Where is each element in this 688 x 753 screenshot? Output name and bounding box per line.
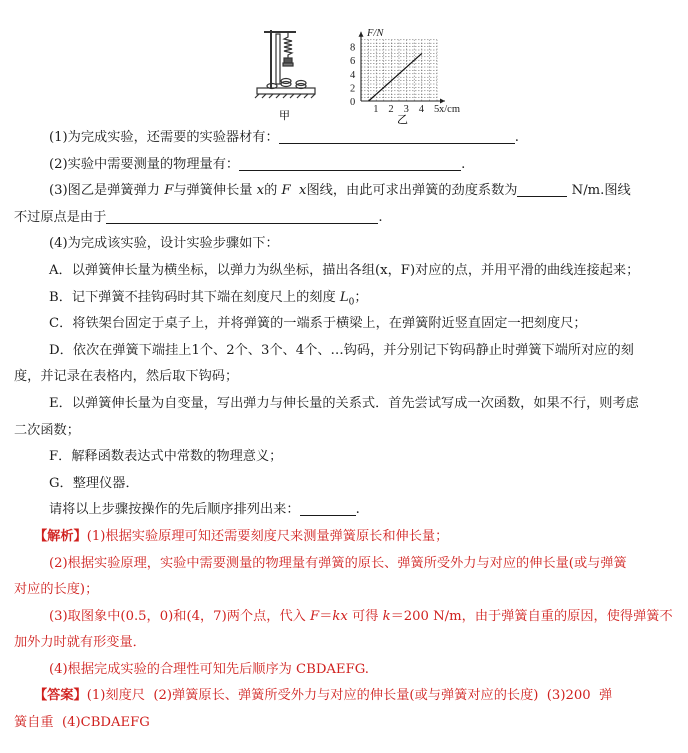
answer-line-1: 【答案】(1)刻度尺 (2)弹簧原长、弹簧所受外力与对应的伸长量(或与弹簧对应的长度) (3)200 弹 xyxy=(34,688,613,704)
question-3-line-2: 不过原点是由于 . xyxy=(14,209,383,225)
question-2: (2)实验中需要测量的物理量有： . xyxy=(49,156,466,172)
x-axis-arrow xyxy=(440,99,445,104)
x-tick-label: 2 xyxy=(388,104,394,115)
answer-tag: 【答案】 xyxy=(34,688,87,704)
step-e-line-1: E．以弹簧伸长量为自变量，写出弹力与伸长量的关系式．首先尝试写成一次函数，如果不行，则考虑 xyxy=(49,395,639,411)
order-question: 请将以上步骤按操作的先后顺序排列出来： . xyxy=(49,502,360,518)
y-tick-label: 4 xyxy=(350,69,356,81)
y-tick-label: 0 xyxy=(350,97,356,108)
question-4: (4)为完成该实验，设计实验步骤如下： xyxy=(49,236,279,252)
y-tick-label: 6 xyxy=(350,56,356,68)
y-tick-label: 8 xyxy=(350,42,356,54)
figure-right-caption: 乙 xyxy=(397,113,408,126)
x-tick-label: 5 xyxy=(434,104,440,115)
analysis-2-line-1: (2)根据实验原理，实验中需要测量的物理量有弹簧的原长、弹簧所受外力与对应的伸长量(或与弹簧 xyxy=(49,555,627,571)
step-a: A．以弹簧伸长量为横坐标，以弹力为纵坐标，描出各组(x，F)对应的点，并用平滑的曲线连接起来； xyxy=(49,262,640,278)
x-tick-label: 3 xyxy=(403,104,409,115)
analysis-3-line-2: 加外力时就有形变量． xyxy=(14,635,146,651)
analysis-1: 【解析】(1)根据实验原理可知还需要刻度尺来测量弹簧原长和伸长量； xyxy=(34,528,449,544)
answer-blank-5[interactable] xyxy=(300,501,356,516)
analysis-4: (4)根据完成实验的合理性可知先后顺序为 CBDAEFG. xyxy=(49,661,369,677)
question-1: (1)为完成实验，还需要的实验器材有： . xyxy=(49,130,519,145)
step-f: F．解释函数表达式中常数的物理意义； xyxy=(49,449,283,465)
question-body xyxy=(14,128,676,740)
y-tick-label: 2 xyxy=(350,83,356,95)
f-x-chart xyxy=(350,28,460,115)
step-e-line-2: 二次函数； xyxy=(14,422,80,438)
x-tick-label: 1 xyxy=(373,104,379,115)
step-d-line-1: D．依次在弹簧下端挂上1个、2个、3个、4个、…钩码，并分别记下钩码静止时弹簧下端所对应的刻 xyxy=(49,342,634,358)
analysis-2-line-2: 对应的长度)； xyxy=(14,582,99,598)
analysis-3-line-1: (3)取图象中(0.5，0)和(4，7)两个点，代入 F＝kx 可得 k＝200 N/m，由于弹簧自重的原因，使得弹簧不 xyxy=(49,608,673,624)
step-g: G．整理仪器． xyxy=(49,475,139,491)
answer-blank-1[interactable] xyxy=(279,129,515,144)
figures-area xyxy=(0,0,688,130)
analysis-tag: 【解析】 xyxy=(34,528,87,544)
y-axis-label: F/N xyxy=(367,27,384,39)
y-axis-arrow xyxy=(359,32,364,37)
step-d-line-2: 度，并记录在表格内，然后取下钩码； xyxy=(14,369,239,385)
x-tick-label: 4 xyxy=(418,104,425,115)
x-axis-label: x/cm xyxy=(439,104,460,115)
question-3-line-1: (3)图乙是弹簧弹力 F与弹簧伸长量 x的 F x图线，由此可求出弹簧的劲度系数为 N/m.图线 xyxy=(49,183,631,199)
answer-blank-3[interactable] xyxy=(517,182,567,197)
answer-blank-4[interactable] xyxy=(106,209,378,224)
step-b: B．记下弹簧不挂钩码时其下端在刻度尺上的刻度 $L_0$； xyxy=(49,289,368,307)
iron-stand-apparatus xyxy=(255,30,315,98)
figure-left-caption: 甲 xyxy=(279,109,290,122)
answer-line-2: 簧自重 (4)CBDAEFG xyxy=(14,715,150,731)
step-c: C．将铁架台固定于桌子上，并将弹簧的一端系于横梁上，在弹簧附近竖直固定一把刻度尺； xyxy=(49,316,587,332)
answer-blank-2[interactable] xyxy=(239,156,461,171)
